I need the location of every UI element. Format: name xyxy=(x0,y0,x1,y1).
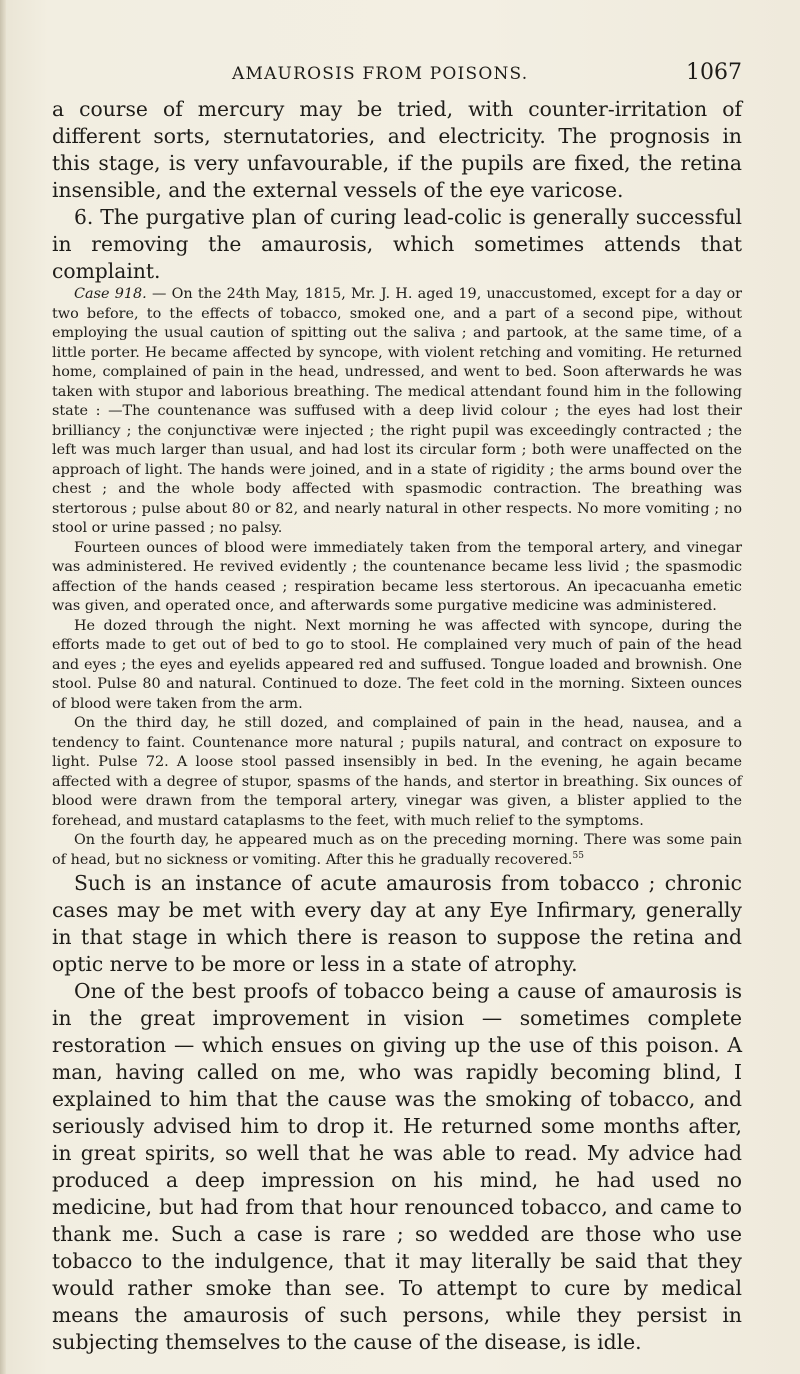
footnote-reference: 55 xyxy=(572,850,584,861)
paragraph-acute-amaurosis: Such is an instance of acute amaurosis from tobacco ; chronic cases may be met with every day at any Eye Infirmary, generally in that stage in which there is reason to suppose the retina and optic nerve to be more or less in a state of atrophy. xyxy=(52,871,742,976)
page-number: 1067 xyxy=(686,60,742,85)
page-header xyxy=(52,58,742,88)
paragraph-mercury-treatment: a course of mercury may be tried, with counter-irritation of different sorts, sternutatories, and electricity. The prognosis in this stage, is very unfavourable, if the pupils are fixed, the retina insensible, and the external vessels of the eye varicose. xyxy=(52,97,742,202)
page-edge-shadow xyxy=(0,0,6,1374)
paragraph-tobacco-proof: One of the best proofs of tobacco being a cause of amaurosis is in the great improvement in vision — sometimes complete restoration — which ensues on giving up the use of this poison. A man, having called on me, who was rapidly becoming blind, I explained to him that the cause was the smoking of tobacco, and seriously advised him to drop it. He returned some months after, in great spirits, so well that he was able to read. My advice had produced a deep impression on his mind, he had used no medicine, but had from that hour renounced tobacco, and came to thank me. Such a case is rare ; so wedded are those who use tobacco to the indulgence, that it may literally be said that they would rather smoke than see. To attempt to cure by medical means the amaurosis of such persons, while they persist in subjecting themselves to the cause of the disease, is idle. xyxy=(52,979,742,1354)
paragraph-third-day: On the third day, he still dozed, and complained of pain in the head, nausea, and a tendency to faint. Countenance more natural ; pupils natural, and contract on exposure to light. Pulse 72. A loose stool passed insensibly in bed. In the evening, he again became affected with a degree of stupor, spasms of the hands, and stertor in breathing. Six ounces of blood were drawn from the temporal artery, vinegar was given, a blister applied to the forehead, and mustard cataplasms to the feet, with much relief to the symptoms. xyxy=(52,715,742,829)
running-head: AMAUROSIS FROM POISONS. xyxy=(232,64,529,84)
paragraph-first-treatment: Fourteen ounces of blood were immediately taken from the temporal artery, and vinegar was administered. He revived evidently ; the countenance became less livid ; the spasmodic affection of the hands ceased ; respiration became less stertorous. An ipecacuanha emetic was given, and operated once, and afterwards some purgative medicine was administered. xyxy=(52,539,742,614)
paragraph-fourth-day-text: On the fourth day, he appeared much as on the preceding morning. There was some pain of head, but no sickness or vomiting. After this he gradually recovered. xyxy=(52,832,742,868)
case-report-text: — On the 24th May, 1815, Mr. J. H. aged 19, unaccustomed, except for a day or two before, to the effects of tobacco, smoked one, and a part of a second pipe, without employing the usual caution of spitting out the saliva ; and partook, at the same time, of a little porter. He became affected by syncope, with violent retching and vomiting. He returned home, complained of pain in the head, undressed, and went to bed. Soon afterwards he was taken with stupor and laborious breathing. The medical attendant found him in the following state : —The countenance was suffused with a deep livid colour ; the eyes had lost their brilliancy ; the conjunctivæ were injected ; the right pupil was exceedingly contracted ; the left was much larger than usual, and had lost its circular form ; both were unaffected on the approach of light. The hands were joined, and in a state of rigidity ; the arms bound over the chest ; and the whole body affected with spasmodic contraction. The breathing was stertorous ; pulse about 80 or 82, and nearly natural in other respects. No more vomiting ; no stool or urine passed ; no palsy. xyxy=(52,286,743,536)
paragraph-fourth-day xyxy=(52,831,742,870)
case-label: Case 918. xyxy=(74,286,147,302)
paragraph-lead-colic: 6. The purgative plan of curing lead-colic is generally successful in removing the amaurosis, which sometimes attends that complaint. xyxy=(52,205,742,283)
page-body xyxy=(52,96,742,1356)
paragraph-next-morning: He dozed through the night. Next morning he was affected with syncope, during the efforts made to get out of bed to go to stool. He complained very much of pain of the head and eyes ; the eyes and eyelids appeared red and suffused. Tongue loaded and brownish. One stool. Pulse 80 and natural. Continued to doze. The feet cold in the morning. Sixteen ounces of blood were taken from the arm. xyxy=(52,617,742,712)
case-report xyxy=(52,285,742,539)
